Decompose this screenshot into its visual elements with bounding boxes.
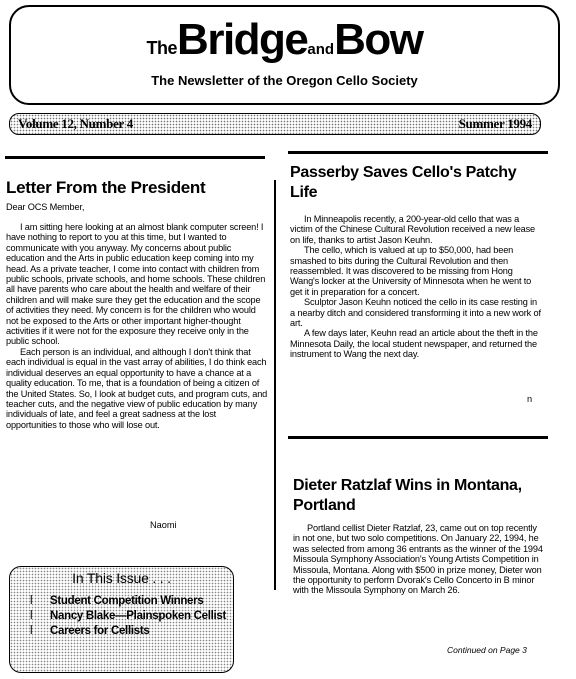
in-this-issue-box [9, 566, 234, 673]
issue-volume: Volume 12, Number 4 [18, 116, 133, 131]
in-this-issue-title: In This Issue . . . [72, 570, 171, 586]
bullet-icon: l [30, 595, 33, 607]
letter-paragraph: Each person is an individual, and although I don't think that each individual is equal in the vast array of abilities, I do think each individual deserves an equal opportunity to have a chance at a quality education. To me, that is a foundation of being a citizen of the United States. So, I look at budget cuts, and program cuts, and teacher cuts, and the negative view of public education by many individuals of late, and feel a great sadness at the lost opportunities to those who will lose out. [6, 346, 268, 430]
bullet-icon: l [30, 625, 33, 637]
newsletter-subtitle: The Newsletter of the Oregon Cello Society [151, 73, 418, 88]
dieter-body [293, 523, 543, 596]
stray-character: n [527, 394, 533, 404]
in-this-issue-list [30, 595, 230, 640]
issue-bar [9, 113, 541, 135]
letter-paragraph: I am sitting here looking at an almost blank computer screen! I have nothing to report to you at this time, but I wanted to communicate with you anyway. My concerns about public education and the Arts in public education keep coming into my head. As a private teacher, I come into contact with children from public schools, private schools, and home schools. These children all have parents who care about the health and welfare of their children and will make sure they get the education and the scope of activities they need. My concern is for the children who would not be exposed to the Arts or other important higher-thought activities if it were not for the exposure they receive only in the public school. [6, 222, 266, 347]
title-the: The [146, 38, 178, 58]
letter-body [6, 222, 268, 430]
list-item [30, 595, 230, 608]
dieter-paragraph: Portland cellist Dieter Ratzlaf, 23, came out on top recently in not one, but two solo competitions. On January 22, 1994, he was selected from among 36 entrants as the winner of the 1994 Missoula Symphony Association's Young Artists Competition in Missoula, Montana. Along with $500 in prize money, Dieter won the opportunity to perform Dvorak's Cello Concerto in B minor with the Missoula Symphony on March 26. [293, 523, 543, 596]
letter-signature: Naomi [150, 520, 177, 530]
passerby-paragraph: In Minneapolis recently, a 200-year-old cello that was a victim of the Chinese Cultural Revolution received a new lease on life, thanks to artist Jason Keuhn. [290, 214, 536, 245]
list-item [30, 625, 230, 638]
newsletter-title [11, 15, 558, 65]
title-bridge: Bridge [177, 15, 308, 64]
issue-season: Summer 1994 [458, 116, 532, 131]
passerby-paragraph: Sculptor Jason Keuhn noticed the cello in its case resting in a nearby ditch and considered transforming it into a new work of art. [290, 297, 541, 329]
passerby-headline: Passerby Saves Cello's Patchy Life [290, 164, 517, 201]
title-bow: Bow [334, 15, 423, 64]
right-column-rule-middle [288, 436, 548, 439]
list-item [30, 610, 230, 623]
list-item-label: Student Competition Winners [50, 595, 204, 607]
masthead [9, 5, 560, 105]
title-and: and [307, 41, 335, 58]
letter-headline: Letter From the President [6, 178, 206, 197]
left-column-rule [5, 156, 265, 159]
list-item-label: Nancy Blake—Plainspoken Cellist [50, 610, 227, 622]
passerby-paragraph: A few days later, Keuhn read an article about the theft in the Minnesota Daily, the local student newspaper, and returned the instrument to Wang the next day. [290, 328, 538, 360]
continued-note: Continued on Page 3 [447, 645, 527, 655]
list-item-label: Careers for Cellists [50, 625, 150, 637]
bullet-icon: l [30, 610, 33, 622]
dieter-headline: Dieter Ratzlaf Wins in Montana, Portland [293, 477, 522, 514]
passerby-body [290, 214, 542, 360]
column-divider [274, 180, 276, 590]
letter-salutation: Dear OCS Member, [6, 202, 85, 212]
passerby-paragraph: The cello, which is valued at up to $50,000, had been smashed to bits during the Cultural Revolution and then reassembled. It was discovered to be missing from Hong Wang's locker at the University of Minnesota when he went to get it in preparation for a concert. [290, 245, 532, 297]
right-column-rule-top [288, 151, 548, 154]
